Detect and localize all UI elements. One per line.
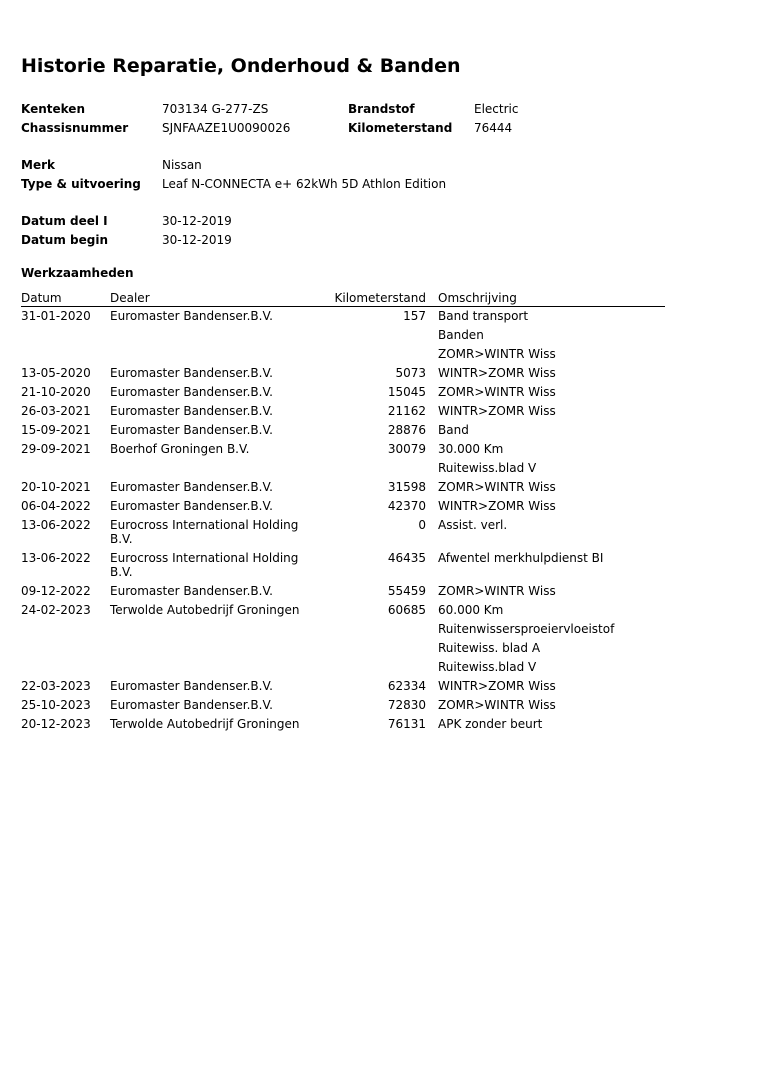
brandstof-value: Electric [474, 102, 519, 116]
datum-deel-value: 30-12-2019 [162, 214, 232, 228]
cell-kilometerstand-text: 42370 [387, 499, 426, 513]
table-header-row [21, 288, 665, 307]
cell-datum-text: 22-03-2023 [21, 679, 91, 693]
kenteken-value: 703134 G-277-ZS [162, 102, 269, 116]
cell-kilometerstand [300, 696, 438, 715]
cell-kilometerstand-text: 55459 [387, 584, 426, 598]
kenteken-label: Kenteken [21, 102, 85, 116]
vehicle-dates-block [21, 212, 671, 250]
cell-dealer-text: Euromaster Bandenser.B.V. [110, 679, 273, 693]
cell-dealer [110, 402, 300, 421]
cell-kilometerstand [300, 364, 438, 383]
cell-omschrijving [438, 715, 665, 734]
header-kilometerstand: Kilometerstand [300, 288, 438, 307]
type-label: Type & uitvoering [21, 177, 141, 191]
header-datum: Datum [21, 288, 110, 307]
cell-datum [21, 383, 110, 402]
cell-omschrijving [438, 364, 665, 383]
cell-datum-text: 13-05-2020 [21, 366, 91, 380]
table-row [21, 402, 665, 421]
cell-dealer [110, 715, 300, 734]
cell-dealer-text: Euromaster Bandenser.B.V. [110, 698, 273, 712]
cell-omschrijving [438, 549, 665, 582]
omschrijving-line: WINTR>ZOMR Wiss [438, 366, 556, 380]
cell-kilometerstand-text: 28876 [387, 423, 426, 437]
cell-datum-text: 06-04-2022 [21, 499, 91, 513]
cell-kilometerstand-text: 31598 [387, 480, 426, 494]
datum-begin-value: 30-12-2019 [162, 233, 232, 247]
cell-dealer-text: Euromaster Bandenser.B.V. [110, 584, 273, 598]
cell-kilometerstand-text: 62334 [387, 679, 426, 693]
vehicle-id-block [21, 100, 671, 138]
cell-kilometerstand-text: 76131 [387, 717, 426, 731]
cell-kilometerstand [300, 307, 438, 365]
cell-dealer [110, 549, 300, 582]
cell-dealer-text: Euromaster Bandenser.B.V. [110, 423, 273, 437]
cell-dealer-text: Euromaster Bandenser.B.V. [110, 309, 273, 323]
cell-dealer [110, 601, 300, 677]
cell-kilometerstand [300, 383, 438, 402]
cell-kilometerstand [300, 715, 438, 734]
cell-datum [21, 440, 110, 478]
table-row [21, 421, 665, 440]
cell-kilometerstand [300, 478, 438, 497]
cell-datum [21, 715, 110, 734]
cell-dealer [110, 677, 300, 696]
page-title: Historie Reparatie, Onderhoud & Banden [21, 55, 461, 77]
cell-kilometerstand-text: 72830 [387, 698, 426, 712]
table-row [21, 497, 665, 516]
datum-deel-label: Datum deel I [21, 214, 108, 228]
cell-omschrijving [438, 582, 665, 601]
info-row-kenteken [21, 100, 671, 119]
cell-kilometerstand-text: 21162 [387, 404, 426, 418]
merk-value: Nissan [162, 158, 202, 172]
cell-datum [21, 582, 110, 601]
cell-datum [21, 421, 110, 440]
cell-kilometerstand [300, 421, 438, 440]
cell-datum-text: 13-06-2022 [21, 518, 91, 532]
table-row [21, 516, 665, 549]
cell-datum-text: 09-12-2022 [21, 584, 91, 598]
info-row-merk [21, 156, 671, 175]
omschrijving-line: ZOMR>WINTR Wiss [438, 698, 556, 712]
cell-datum [21, 478, 110, 497]
cell-datum [21, 677, 110, 696]
merk-label: Merk [21, 158, 55, 172]
cell-kilometerstand-text: 0 [418, 518, 426, 532]
cell-omschrijving [438, 402, 665, 421]
cell-omschrijving [438, 696, 665, 715]
header-dealer: Dealer [110, 288, 300, 307]
omschrijving-line: Afwentel merkhulpdienst BI [438, 551, 604, 565]
table-row [21, 582, 665, 601]
cell-dealer-text: Euromaster Bandenser.B.V. [110, 499, 273, 513]
cell-omschrijving [438, 677, 665, 696]
cell-dealer-text: Euromaster Bandenser.B.V. [110, 480, 273, 494]
section-title-werkzaamheden: Werkzaamheden [21, 266, 134, 280]
cell-omschrijving [438, 516, 665, 549]
table-row [21, 696, 665, 715]
cell-kilometerstand-text: 30079 [387, 442, 426, 456]
cell-omschrijving [438, 421, 665, 440]
cell-omschrijving [438, 601, 665, 677]
type-value: Leaf N-CONNECTA e+ 62kWh 5D Athlon Edition [162, 177, 447, 191]
cell-datum [21, 497, 110, 516]
cell-datum-text: 29-09-2021 [21, 442, 91, 456]
works-table-body [21, 307, 665, 735]
cell-kilometerstand-text: 157 [403, 309, 426, 323]
cell-dealer [110, 307, 300, 365]
cell-datum-text: 20-12-2023 [21, 717, 91, 731]
cell-datum-text: 24-02-2023 [21, 603, 91, 617]
cell-dealer [110, 516, 300, 549]
info-row-datum-begin [21, 231, 671, 250]
omschrijving-line: APK zonder beurt [438, 717, 543, 731]
omschrijving-line: WINTR>ZOMR Wiss [438, 404, 556, 418]
info-row-type [21, 175, 671, 194]
vehicle-model-block [21, 156, 671, 194]
cell-datum-text: 26-03-2021 [21, 404, 91, 418]
cell-dealer-text: Terwolde Autobedrijf Groningen [110, 603, 300, 617]
cell-kilometerstand [300, 516, 438, 549]
cell-datum [21, 364, 110, 383]
cell-datum [21, 516, 110, 549]
cell-kilometerstand [300, 677, 438, 696]
info-row-chassis [21, 119, 671, 138]
table-row [21, 677, 665, 696]
table-row [21, 478, 665, 497]
cell-omschrijving [438, 440, 665, 478]
cell-dealer-text: Eurocross International Holding B.V. [110, 551, 299, 579]
omschrijving-line: WINTR>ZOMR Wiss [438, 679, 556, 693]
omschrijving-line: Ruitewiss.blad V [438, 461, 537, 475]
chassis-label: Chassisnummer [21, 121, 129, 135]
cell-omschrijving [438, 383, 665, 402]
cell-kilometerstand-text: 5073 [395, 366, 426, 380]
omschrijving-line: Assist. verl. [438, 518, 508, 532]
omschrijving-line: Band transport [438, 309, 529, 323]
datum-begin-label: Datum begin [21, 233, 108, 247]
cell-kilometerstand [300, 601, 438, 677]
cell-dealer [110, 364, 300, 383]
cell-kilometerstand [300, 582, 438, 601]
omschrijving-line: Ruitenwissersproeiervloeistof [438, 622, 615, 636]
cell-dealer [110, 440, 300, 478]
cell-datum-text: 20-10-2021 [21, 480, 91, 494]
kilometerstand-label: Kilometerstand [348, 121, 453, 135]
cell-kilometerstand [300, 549, 438, 582]
cell-omschrijving [438, 307, 665, 365]
cell-dealer [110, 421, 300, 440]
cell-kilometerstand [300, 440, 438, 478]
cell-omschrijving [438, 478, 665, 497]
cell-dealer [110, 497, 300, 516]
info-row-datum-deel [21, 212, 671, 231]
cell-kilometerstand [300, 402, 438, 421]
cell-dealer-text: Euromaster Bandenser.B.V. [110, 385, 273, 399]
cell-datum-text: 25-10-2023 [21, 698, 91, 712]
cell-datum-text: 13-06-2022 [21, 551, 91, 565]
cell-datum [21, 696, 110, 715]
omschrijving-line: ZOMR>WINTR Wiss [438, 480, 556, 494]
cell-dealer-text: Eurocross International Holding B.V. [110, 518, 299, 546]
omschrijving-line: Band [438, 423, 469, 437]
cell-datum-text: 15-09-2021 [21, 423, 91, 437]
table-row [21, 601, 665, 677]
cell-dealer-text: Terwolde Autobedrijf Groningen [110, 717, 300, 731]
cell-datum [21, 549, 110, 582]
chassis-value: SJNFAAZE1U0090026 [162, 121, 291, 135]
cell-datum [21, 601, 110, 677]
cell-dealer [110, 582, 300, 601]
cell-kilometerstand-text: 46435 [387, 551, 426, 565]
table-row [21, 549, 665, 582]
cell-dealer [110, 478, 300, 497]
cell-dealer [110, 383, 300, 402]
table-row [21, 307, 665, 365]
omschrijving-line: Ruitewiss. blad A [438, 641, 541, 655]
header-omschrijving: Omschrijving [438, 288, 665, 307]
works-table [21, 288, 665, 734]
table-row [21, 715, 665, 734]
omschrijving-line: 60.000 Km [438, 603, 504, 617]
cell-dealer-text: Boerhof Groningen B.V. [110, 442, 250, 456]
brandstof-label: Brandstof [348, 102, 415, 116]
cell-datum [21, 307, 110, 365]
kilometerstand-value: 76444 [474, 121, 513, 135]
omschrijving-line: ZOMR>WINTR Wiss [438, 385, 556, 399]
cell-kilometerstand [300, 497, 438, 516]
cell-kilometerstand-text: 15045 [387, 385, 426, 399]
cell-dealer-text: Euromaster Bandenser.B.V. [110, 366, 273, 380]
omschrijving-line: WINTR>ZOMR Wiss [438, 499, 556, 513]
omschrijving-line: ZOMR>WINTR Wiss [438, 584, 556, 598]
omschrijving-line: Banden [438, 328, 484, 342]
table-row [21, 383, 665, 402]
cell-datum-text: 31-01-2020 [21, 309, 91, 323]
cell-kilometerstand-text: 60685 [387, 603, 426, 617]
table-row [21, 440, 665, 478]
cell-datum-text: 21-10-2020 [21, 385, 91, 399]
cell-omschrijving [438, 497, 665, 516]
omschrijving-line: ZOMR>WINTR Wiss [438, 347, 556, 361]
omschrijving-line: Ruitewiss.blad V [438, 660, 537, 674]
cell-dealer [110, 696, 300, 715]
cell-dealer-text: Euromaster Bandenser.B.V. [110, 404, 273, 418]
table-row [21, 364, 665, 383]
omschrijving-line: 30.000 Km [438, 442, 504, 456]
cell-datum [21, 402, 110, 421]
